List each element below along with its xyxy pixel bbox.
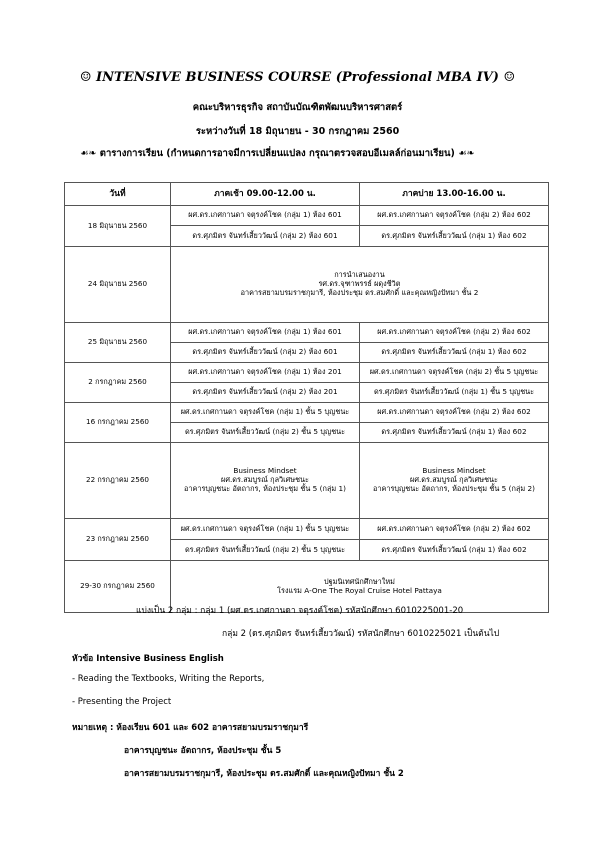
table-row: [65, 363, 549, 383]
ornament-right-icon: ☙❧: [458, 148, 475, 159]
morning-session: ดร.ศุภมิตร จันทร์เสี้ยววัฒน์ (กลุ่ม 2) ชั้น 5 บุญชนะ: [171, 423, 360, 443]
groups-line-1: แบ่งเป็น 2 กลุ่ม : กลุ่ม 1 (ผศ.ดร.เกศกานดา จตุรงค์โชค) รหัสนักศึกษา 6010225001-20: [136, 606, 464, 616]
course-period: ระหว่างวันที่ 18 มิถุนายน - 30 กรกฎาคม 2560: [195, 126, 400, 137]
row-date: 16 กรกฎาคม 2560: [65, 403, 171, 443]
morning-session: [171, 443, 360, 519]
afternoon-session: ผศ.ดร.เกศกานดา จตุรงค์โชค (กลุ่ม 2) ห้อง 602: [360, 519, 549, 540]
morning-session: ผศ.ดร.เกศกานดา จตุรงค์โชค (กลุ่ม 1) ชั้น 5 บุญชนะ: [171, 519, 360, 540]
row-date: 24 มิถุนายน 2560: [65, 247, 171, 323]
morning-session: ผศ.ดร.เกศกานดา จตุรงค์โชค (กลุ่ม 1) ห้อง 201: [171, 363, 360, 383]
afternoon-session: ผศ.ดร.เกศกานดา จตุรงค์โชค (กลุ่ม 2) ห้อง 602: [360, 206, 549, 226]
row-date: 2 กรกฎาคม 2560: [65, 363, 171, 403]
afternoon-session: ดร.ศุภมิตร จันทร์เสี้ยววัฒน์ (กลุ่ม 1) ชั้น 5 บุญชนะ: [360, 383, 549, 403]
session-location: โรงแรม A-One The Royal Cruise Hotel Pattaya: [277, 585, 442, 595]
topics-item: - Presenting the Project: [72, 697, 172, 707]
session-lecturer: ผศ.ดร.สมบูรณ์ กุลวิเศษชนะ: [221, 475, 309, 485]
afternoon-session: ผศ.ดร.เกศกานดา จตุรงค์โชค (กลุ่ม 2) ชั้น 5 บุญชนะ: [360, 363, 549, 383]
table-header-row: [65, 183, 549, 206]
table-row: [65, 403, 549, 423]
table-row: [65, 323, 549, 343]
groups-line-2: กลุ่ม 2 (ดร.ศุภมิตร จันทร์เสี้ยววัฒน์) รหัสนักศึกษา 6010225021 เป็นต้นไป: [222, 629, 500, 639]
header-afternoon: ภาคบ่าย 13.00-16.00 น.: [360, 183, 549, 206]
faculty-name: คณะบริหารธุรกิจ สถาบันบัณฑิตพัฒนบริหารศาสตร์: [192, 102, 403, 113]
morning-session: ผศ.ดร.เกศกานดา จตุรงค์โชค (กลุ่ม 1) ชั้น 5 บุญชนะ: [171, 403, 360, 423]
ornament-left-icon: ☙❧: [80, 148, 97, 159]
morning-session: ดร.ศุภมิตร จันทร์เสี้ยววัฒน์ (กลุ่ม 2) ห้อง 201: [171, 383, 360, 403]
course-title: ☺ INTENSIVE BUSINESS COURSE (Professional MBA IV) ☺: [79, 70, 516, 85]
table-row: [65, 519, 549, 540]
morning-session: ดร.ศุภมิตร จันทร์เสี้ยววัฒน์ (กลุ่ม 2) ชั้น 5 บุญชนะ: [171, 540, 360, 561]
session-title: Business Mindset: [422, 466, 486, 476]
afternoon-session: ดร.ศุภมิตร จันทร์เสี้ยววัฒน์ (กลุ่ม 1) ห้อง 602: [360, 423, 549, 443]
remarks-line-1: หมายเหตุ : ห้องเรียน 601 และ 602 อาคารสยามบรมราชกุมารี: [72, 723, 309, 733]
afternoon-session: ผศ.ดร.เกศกานดา จตุรงค์โชค (กลุ่ม 2) ห้อง 602: [360, 403, 549, 423]
session-title: ปฐมนิเทศนักศึกษาใหม่: [324, 576, 395, 586]
presentation-session: [171, 247, 549, 323]
remarks-line-2: อาคารบุญชนะ อัตถากร, ห้องประชุม ชั้น 5: [124, 746, 282, 756]
schedule-heading: [80, 146, 560, 161]
session-title: Business Mindset: [233, 466, 297, 476]
morning-session: ดร.ศุภมิตร จันทร์เสี้ยววัฒน์ (กลุ่ม 2) ห้อง 601: [171, 343, 360, 363]
schedule-note: ตารางการเรียน (กำหนดการอาจมีการเปลี่ยนแปลง กรุณาตรวจสอบอีเมลล์ก่อนมาเรียน): [99, 148, 455, 159]
afternoon-session: ดร.ศุภมิตร จันทร์เสี้ยววัฒน์ (กลุ่ม 1) ห้อง 602: [360, 540, 549, 561]
header-date: วันที่: [65, 183, 171, 206]
session-location: อาคารบุญชนะ อัตถากร, ห้องประชุม ชั้น 5 (กลุ่ม 1): [184, 483, 346, 493]
session-title: การนำเสนองาน: [334, 270, 385, 280]
session-lecturer: รศ.ดร.จุฑาพรรธ์ ผดุงชีวิต: [318, 279, 401, 289]
afternoon-session: ดร.ศุภมิตร จันทร์เสี้ยววัฒน์ (กลุ่ม 1) ห้อง 602: [360, 226, 549, 247]
schedule-table: [64, 182, 549, 613]
afternoon-session: ดร.ศุภมิตร จันทร์เสี้ยววัฒน์ (กลุ่ม 1) ห้อง 602: [360, 343, 549, 363]
row-date: 29-30 กรกฎาคม 2560: [65, 561, 171, 613]
topics-item: - Reading the Textbooks, Writing the Reports,: [72, 674, 265, 684]
row-date: 25 มิถุนายน 2560: [65, 323, 171, 363]
header-morning: ภาคเช้า 09.00-12.00 น.: [171, 183, 360, 206]
session-location: อาคารสยามบรมราชกุมารี, ห้องประชุม ดร.สมศักดิ์ และคุณหญิงปัทมา ชั้น 2: [240, 287, 479, 297]
topics-heading: หัวข้อ Intensive Business English: [72, 654, 224, 664]
table-row: [65, 206, 549, 226]
row-date: 22 กรกฎาคม 2560: [65, 443, 171, 519]
morning-session: ผศ.ดร.เกศกานดา จตุรงค์โชค (กลุ่ม 1) ห้อง 601: [171, 206, 360, 226]
table-row: [65, 247, 549, 323]
morning-session: ผศ.ดร.เกศกานดา จตุรงค์โชค (กลุ่ม 1) ห้อง 601: [171, 323, 360, 343]
afternoon-session: ผศ.ดร.เกศกานดา จตุรงค์โชค (กลุ่ม 2) ห้อง 602: [360, 323, 549, 343]
row-date: 23 กรกฎาคม 2560: [65, 519, 171, 561]
row-date: 18 มิถุนายน 2560: [65, 206, 171, 247]
afternoon-session: [360, 443, 549, 519]
table-row: [65, 443, 549, 519]
morning-session: ดร.ศุภมิตร จันทร์เสี้ยววัฒน์ (กลุ่ม 2) ห้อง 601: [171, 226, 360, 247]
remarks-line-3: อาคารสยามบรมราชกุมารี, ห้องประชุม ดร.สมศักดิ์ และคุณหญิงปัทมา ชั้น 2: [124, 769, 404, 779]
session-lecturer: ผศ.ดร.สมบูรณ์ กุลวิเศษชนะ: [410, 475, 498, 485]
session-location: อาคารบุญชนะ อัตถากร, ห้องประชุม ชั้น 5 (กลุ่ม 2): [373, 483, 535, 493]
